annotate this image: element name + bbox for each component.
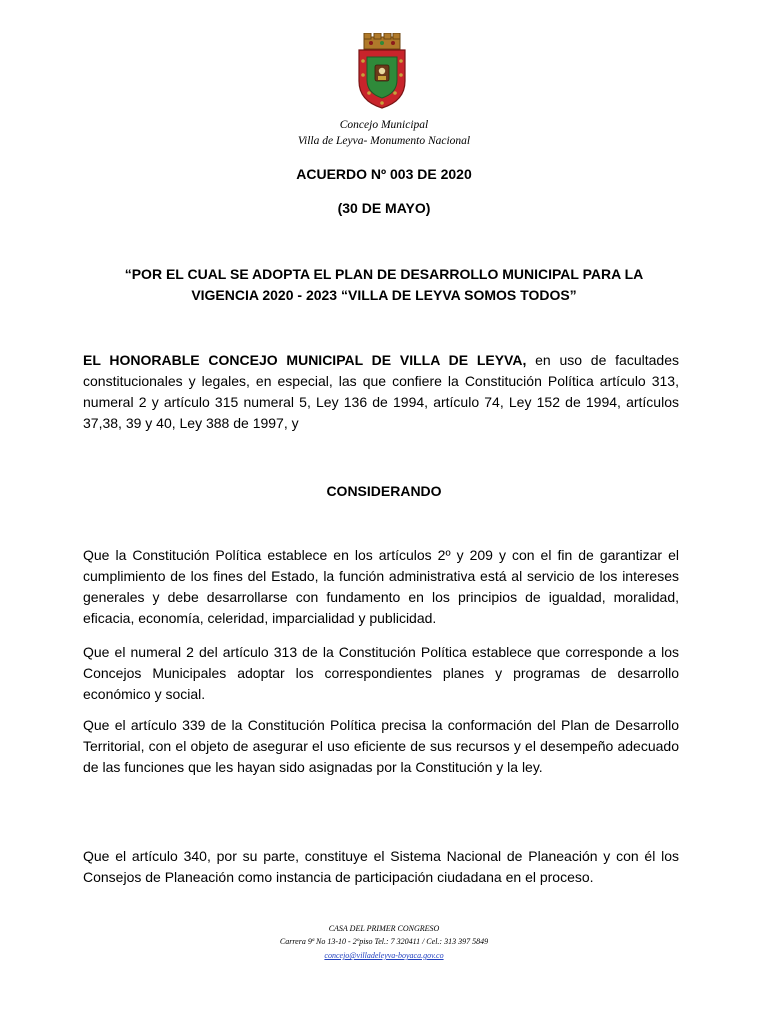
header-org-name: Concejo Municipal xyxy=(339,119,429,131)
header-org-subtitle: Villa de Leyva- Monumento Nacional xyxy=(297,135,471,147)
coat-of-arms-icon xyxy=(355,33,409,109)
preamble-lead: EL HONORABLE CONCEJO MUNICIPAL DE VILLA DE LEYVA, xyxy=(83,352,527,368)
section-heading: CONSIDERANDO xyxy=(326,483,442,499)
agreement-date: (30 DE MAYO) xyxy=(337,200,431,216)
footer-email-link[interactable]: concejo@villadeleyva-boyaca.gov.co xyxy=(324,951,444,960)
footer-address: Carrera 9ª No 13-10 - 2ºpiso Tel.: 7 320411 / Cel.: 313 397 5849 xyxy=(279,937,489,946)
footer-email-line xyxy=(0,950,768,962)
consideration-paragraph-1: Que la Constitución Política establece en los artículos 2º y 209 y con el fin de garantizar el cumplimiento de los fines del Estado, la función administrativa está al servicio de los intereses generales y debe desarrollarse con fundamento en los principios de igualdad, moralidad, eficacia, economía, celeridad, imparcialidad y publicidad. xyxy=(83,547,679,626)
footer-building-name: CASA DEL PRIMER CONGRESO xyxy=(328,924,440,933)
preamble-text: en uso de facultades constitucionales y legales, en especial, las que confiere la Constitución Política artículo 313, numeral 2 y artículo 315 numeral 5, Ley 136 de 1994, artículo 74, Ley 152 de 1994, artículos 37,38, 39 y 40, Ley 388 de 1997, y xyxy=(83,352,679,431)
agreement-subject: “POR EL CUAL SE ADOPTA EL PLAN DE DESARROLLO MUNICIPAL PARA LA VIGENCIA 2020 - 2023 “VILLA DE LEYVA SOMOS TODOS” xyxy=(124,266,644,303)
consideration-paragraph-4: Que el artículo 340, por su parte, constituye el Sistema Nacional de Planeación y con él los Consejos de Planeación como instancia de participación ciudadana en el proceso. xyxy=(83,848,679,885)
consideration-paragraph-3: Que el artículo 339 de la Constitución Política precisa la conformación del Plan de Desarrollo Territorial, con el objeto de asegurar el uso eficiente de sus recursos y el desempeño adecuado de las funciones que les hayan sido asignadas por la Constitución y la ley. xyxy=(83,717,679,775)
agreement-title: ACUERDO Nº 003 DE 2020 xyxy=(296,166,472,182)
preamble-paragraph xyxy=(83,350,679,434)
consideration-paragraph-2: Que el numeral 2 del artículo 313 de la Constitución Política establece que corresponde a los Concejos Municipales adoptar los correspondientes planes y programas de desarrollo económico y social. xyxy=(83,644,679,702)
